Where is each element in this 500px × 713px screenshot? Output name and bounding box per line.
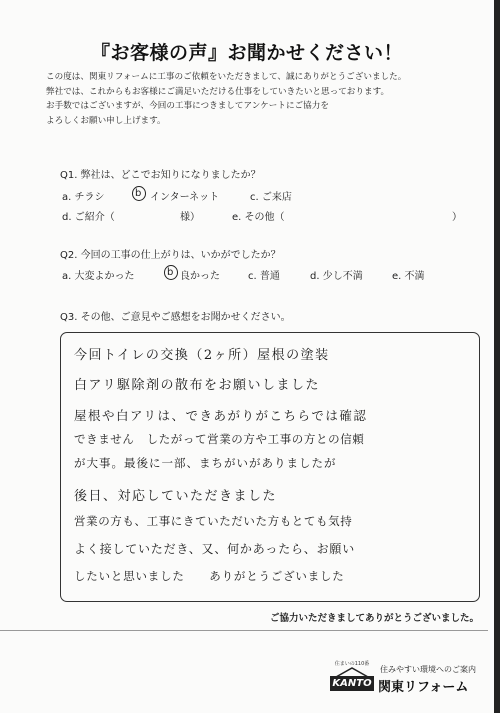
intro-line: この度は、関東リフォームに工事のご依頼をいただきまして、誠にありがとうございました。: [46, 72, 407, 82]
comment-line: 営業の方も、工事にきていただいた方もとても気持: [74, 514, 353, 528]
company-logo: KANTO: [330, 676, 374, 691]
q1-option-d-suffix: 様）: [180, 212, 200, 223]
comment-line: よく接していただき、又、何かあったら、お願い: [74, 542, 356, 556]
question-1: Q1. 弊社は、どこでお知りになりましたか？: [60, 170, 261, 181]
question-2: Q2. 今回の工事の仕上がりは、いかがでしたか？: [60, 250, 281, 261]
q1-option-a[interactable]: a. チラシ: [62, 192, 105, 203]
page-title: 『お客様の声』お聞かせください！: [90, 42, 403, 64]
company-name: 関東リフォーム: [378, 680, 469, 695]
q1-option-e[interactable]: e. その他（: [232, 212, 285, 223]
q1-option-b[interactable]: インターネット: [150, 192, 220, 203]
q1-option-e-close: ）: [452, 212, 462, 223]
q1-option-c[interactable]: c. ご来店: [250, 192, 292, 203]
intro-line: よろしくお願い申し上げます。: [46, 115, 166, 126]
footer-divider: [0, 630, 488, 631]
comment-line: 屋根や白アリは、できあがりがこちらでは確認: [74, 408, 368, 423]
q1-option-d[interactable]: d. ご紹介（: [62, 212, 115, 223]
comment-line: したいと思いました ありがとうございました: [74, 569, 345, 583]
intro-line: お手数ではございますが、今回の工事につきましてアンケートにご協力を: [46, 101, 329, 111]
intro-text: [46, 70, 476, 128]
q2-option-d[interactable]: d. 少し不満: [310, 271, 363, 282]
comment-line: 今回トイレの交換（2ヶ所）屋根の塗装: [74, 348, 330, 363]
thanks-message: ご協力いただきましてありがとうございました。: [270, 613, 480, 624]
comment-line: 白アリ駆除剤の散布をお願いしました: [74, 378, 320, 393]
comment-line: できません したがって営業の方や工事の方との信頼: [74, 432, 365, 446]
q2-option-b[interactable]: 良かった: [180, 271, 220, 282]
q2-option-a[interactable]: a. 大変よかった: [62, 271, 135, 282]
company-tagline: 住みやすい環境へのご案内: [380, 665, 476, 674]
question-3: Q3. その他、ご意見やご感想をお聞かせください。: [60, 312, 291, 323]
q2-option-e[interactable]: e. 不満: [392, 271, 425, 282]
intro-line: 弊社では、これからもお客様にご満足いただける仕事をしていきたいと思っております。: [46, 86, 390, 97]
comment-line: 後日、対応していただきました: [74, 489, 278, 504]
q2-option-b-letter[interactable]: b: [167, 267, 174, 278]
logo-caption: 住まいの110番: [334, 661, 370, 667]
q2-option-c[interactable]: c. 普通: [248, 271, 280, 282]
q1-option-b-letter[interactable]: b: [135, 188, 142, 199]
comment-line: が大事。最後に一部、まちがいがありましたが: [74, 456, 337, 470]
